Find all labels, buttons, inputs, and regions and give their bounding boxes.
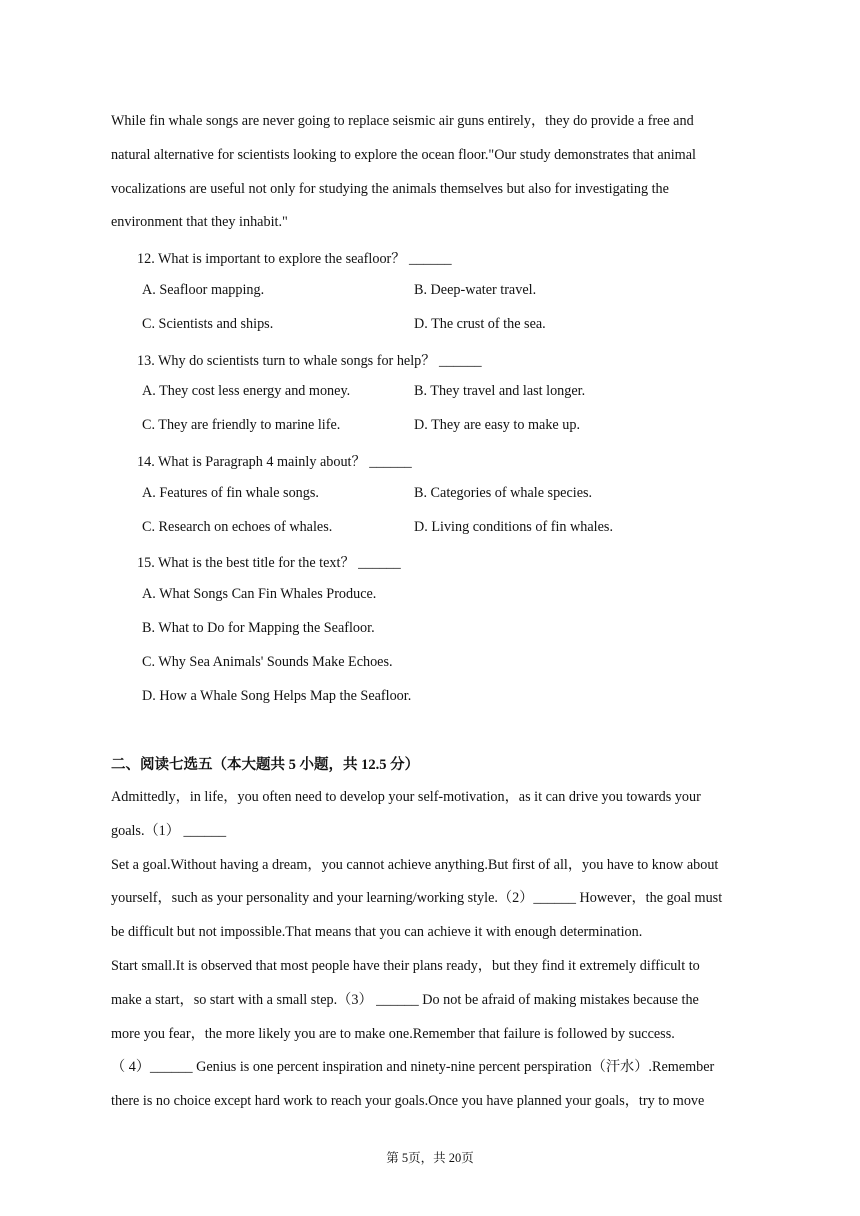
- question-14-option-d: D. Living conditions of fin whales.: [414, 519, 613, 535]
- question-14-option-b: B. Categories of whale species.: [414, 485, 593, 501]
- section-line: Set a goal.Without having a dream，you cannot achieve anything.But first of all，you have to know about: [111, 856, 719, 873]
- question-13-option-c: C. They are friendly to marine life.: [142, 417, 341, 433]
- question-15-stem: 15. What is the best title for the text？ ______: [137, 555, 401, 571]
- section-line: make a start，so start with a small step.（3） ______ Do not be afraid of making mistakes because the: [111, 991, 699, 1008]
- question-12-stem: 12. What is important to explore the seafloor？ ______: [137, 251, 452, 267]
- question-12-option-b: B. Deep-water travel.: [414, 282, 537, 298]
- section-heading: 二、阅读七选五（本大题共 5 小题，共 12.5 分）: [111, 757, 420, 773]
- passage-line: vocalizations are useful not only for studying the animals themselves but also for investigating the: [111, 180, 669, 197]
- section-line: be difficult but not impossible.That means that you can achieve it with enough determination.: [111, 924, 643, 941]
- question-13-option-d: D. They are easy to make up.: [414, 417, 580, 433]
- passage-end: [111, 105, 751, 240]
- section-line: （ 4）______ Genius is one percent inspiration and ninety-nine percent perspiration（汗水）.Remember: [111, 1059, 715, 1076]
- passage-line: natural alternative for scientists looking to explore the ocean floor."Our study demonstrates that animal: [111, 146, 696, 163]
- page-number-footer: 第 5页，共 20页: [386, 1151, 474, 1165]
- section-passage: [111, 781, 751, 1119]
- section-line: Admittedly，in life，you often need to develop your self-motivation，as it can drive you towards your: [111, 789, 701, 805]
- section-line: yourself，such as your personality and your learning/working style.（2）______ However，the goal must: [111, 890, 723, 907]
- question-15-option-d: D. How a Whale Song Helps Map the Seafloor.: [142, 688, 412, 704]
- passage-line: While fin whale songs are never going to replace seismic air guns entirely，they do provide a free and: [111, 113, 694, 129]
- question-13-option-b: B. They travel and last longer.: [414, 383, 586, 399]
- section-line: goals.（1） ______: [111, 822, 227, 839]
- passage-line: environment that they inhabit.": [111, 214, 288, 231]
- question-12-option-a: A. Seafloor mapping.: [142, 282, 265, 298]
- question-12-option-d: D. The crust of the sea.: [414, 316, 546, 332]
- question-15-option-c: C. Why Sea Animals' Sounds Make Echoes.: [142, 654, 393, 670]
- question-15-option-a: A. What Songs Can Fin Whales Produce.: [142, 586, 377, 602]
- section-line: there is no choice except hard work to reach your goals.Once you have planned your goals，try to move: [111, 1093, 705, 1110]
- question-12-option-c: C. Scientists and ships.: [142, 316, 274, 332]
- question-14-option-a: A. Features of fin whale songs.: [142, 485, 319, 501]
- question-14-option-c: C. Research on echoes of whales.: [142, 519, 333, 535]
- section-line: more you fear，the more likely you are to make one.Remember that failure is followed by success.: [111, 1025, 675, 1042]
- question-14-stem: 14. What is Paragraph 4 mainly about？ ______: [137, 454, 412, 470]
- section-line: Start small.It is observed that most people have their plans ready，but they find it extremely difficult to: [111, 957, 700, 974]
- question-13-option-a: A. They cost less energy and money.: [142, 383, 351, 399]
- question-15-option-b: B. What to Do for Mapping the Seafloor.: [142, 620, 375, 636]
- question-13-stem: 13. Why do scientists turn to whale songs for help？ ______: [137, 353, 482, 369]
